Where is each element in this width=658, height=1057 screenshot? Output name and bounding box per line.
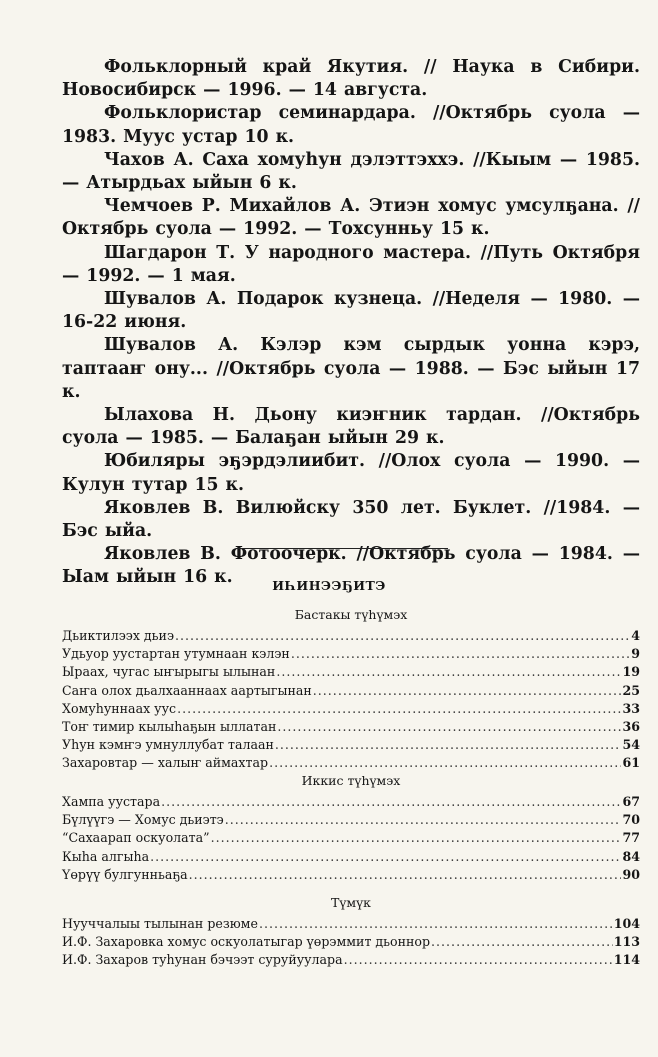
toc-entry <box>62 736 640 754</box>
toc-entry-page: 104 <box>613 916 640 931</box>
toc-entry-page: 113 <box>613 934 640 950</box>
dot-leader <box>161 793 621 811</box>
toc-entry <box>62 627 640 645</box>
toc-entry-title: Бүлүүгэ — Хомус дьиэтэ <box>62 812 224 828</box>
dot-leader <box>177 700 621 718</box>
toc-entry-page: 90 <box>622 866 640 882</box>
toc-entry-page: 36 <box>622 718 640 734</box>
toc-section <box>62 606 640 773</box>
bibliography-entry: Ылахова Н. Дьону киэҥник тардан. //Октябрь суола — 1985. — Балаҕан ыйын 29 к. <box>62 405 640 449</box>
dot-leader <box>344 951 613 969</box>
toc-entry-page: 25 <box>622 682 640 698</box>
dot-leader <box>275 736 622 754</box>
toc-entry-title: Саҥа олох дьалхааннаах аартыгынан <box>62 682 312 698</box>
dot-leader <box>150 848 621 866</box>
bibliography-entry: Чемчоев Р. Михайлов А. Этиэн хомус умсулҕана. // Октябрь суола — 1992. — Тохсунньу 15 к. <box>62 196 640 240</box>
toc-entry-page: 67 <box>622 794 640 809</box>
toc-entry-page: 33 <box>622 700 640 716</box>
toc-entry-title: Үөрүү булгунньаҕа <box>62 866 188 882</box>
toc-entry-title: Хомуһуннаах уус <box>62 700 177 716</box>
toc-entry <box>62 663 640 681</box>
toc-entry-page: 9 <box>631 646 640 662</box>
bibliography-entry: Юбиляры эҕэрдэлиибит. //Олох суола — 1990. — Кулун тутар 15 к. <box>62 451 640 495</box>
toc-entry-title: Захаровтар — халыҥ аймахтар <box>62 755 269 771</box>
toc-entry <box>62 793 640 811</box>
toc-entry <box>62 811 640 829</box>
dot-leader <box>175 627 630 645</box>
toc-section-heading: Иккис түһүмэх <box>301 773 401 788</box>
toc-entry-page: 114 <box>613 952 640 968</box>
toc-entry-title: Нууччалыы тылынан резюме <box>62 916 258 931</box>
toc-entry-page: 4 <box>631 628 640 643</box>
section-divider <box>236 548 448 549</box>
bibliography-entry: Яковлев В. Фотоочерк. //Октябрь суола — 1984. — Ыам ыйын 16 к. <box>62 544 640 588</box>
bibliography-list <box>62 56 640 590</box>
toc-entry-page: 70 <box>622 812 640 828</box>
toc-section <box>62 894 640 970</box>
toc-entry-title: Уһун кэмҥэ умнуллубат талаан <box>62 737 274 753</box>
toc-entry-page: 77 <box>622 830 640 846</box>
dot-leader <box>269 754 621 772</box>
bibliography-entry: Шувалов А. Кэлэр кэм сырдык уонна кэрэ, таптааҥ ону... //Октябрь суола — 1988. — Бэс ыйын 17 к. <box>62 335 640 402</box>
bibliography-entry: Шагдарон Т. У народного мастера. //Путь Октября — 1992. — 1 мая. <box>62 242 640 286</box>
toc-section-heading: Бастакы түһүмэх <box>294 607 408 622</box>
toc-entry-title: Кыһа алгыһа <box>62 848 150 864</box>
toc-section-heading: Түмүк <box>331 895 371 910</box>
toc-entry <box>62 754 640 772</box>
toc-entry-page: 19 <box>622 664 640 680</box>
toc-entry <box>62 718 640 736</box>
dot-leader <box>276 663 621 681</box>
toc-entry-title: Хампа уустара <box>62 794 161 809</box>
toc-entry <box>62 866 640 884</box>
toc-entry <box>62 700 640 718</box>
dot-leader <box>313 682 622 700</box>
dot-leader <box>259 915 613 933</box>
toc-title: ИҺИНЭЭҔИТЭ <box>272 578 386 593</box>
bibliography-entry: Чахов А. Саха хомуһун дэлэттэххэ. //Кыым — 1985. — Атырдьах ыйын 6 к. <box>62 149 640 194</box>
dot-leader <box>225 811 622 829</box>
bibliography-entry: Яковлев В. Вилюйску 350 лет. Буклет. //1984. — Бэс ыйа. <box>62 497 640 542</box>
toc-entry <box>62 933 640 951</box>
toc-entry <box>62 829 640 847</box>
toc-section <box>62 772 640 884</box>
bibliography-entry: Шувалов А. Подарок кузнеца. //Неделя — 1980. — 16-22 июня. <box>62 289 640 333</box>
dot-leader <box>431 933 613 951</box>
toc-entry-page: 54 <box>622 737 640 753</box>
dot-leader <box>277 718 621 736</box>
toc-entry-title: И.Ф. Захаровка хомус оскуолатыгар үөрэммит дьоннор <box>62 934 431 950</box>
toc-entry <box>62 848 640 866</box>
dot-leader <box>291 645 630 663</box>
toc-entry-title: Удьуор уустартан утумнаан кэлэн <box>62 646 290 662</box>
toc-entry-title: “Сахаарап оскуолата” <box>62 830 210 846</box>
bibliography-entry: Фольклорный край Якутия. // Наука в Сибири. Новосибирск — 1996. — 14 августа. <box>62 57 640 101</box>
toc-entry <box>62 915 640 933</box>
toc-entry-title: Дьиктилээх дьиэ <box>62 628 174 643</box>
toc-entry <box>62 682 640 700</box>
toc-entry <box>62 951 640 969</box>
dot-leader <box>211 829 622 847</box>
toc-entry-title: Ыраах, чугас ыҥырыгы ылынан <box>62 664 276 680</box>
toc-entry-title: И.Ф. Захаров туһунан бэчээт суруйуулара <box>62 952 343 968</box>
toc-entry-page: 61 <box>622 755 640 771</box>
toc-entry-title: Тоҥ тимир кылыһаҕын ыллатан <box>62 718 277 734</box>
bibliography-entry: Фольклористар семинардара. //Октябрь суола — 1983. Муус устар 10 к. <box>62 103 640 147</box>
toc-entry-page: 84 <box>622 848 640 864</box>
toc-entry <box>62 645 640 663</box>
dot-leader <box>189 866 622 884</box>
